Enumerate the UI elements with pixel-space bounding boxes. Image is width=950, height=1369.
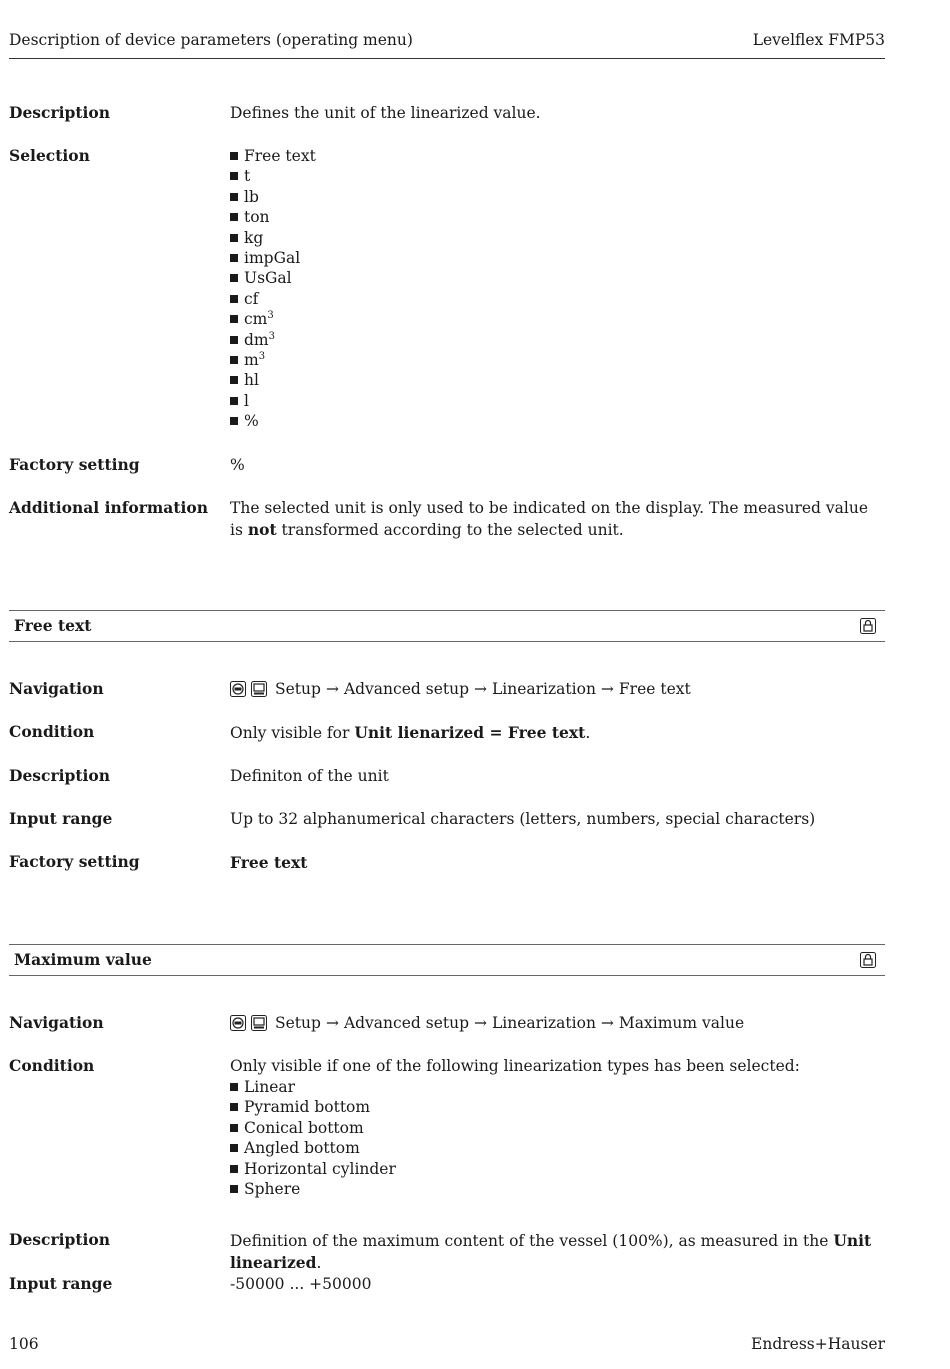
- row-value: Defines the unit of the linearized value.: [230, 104, 541, 122]
- desc-bold: Unit linearized: [230, 1231, 872, 1272]
- page-number: 106: [9, 1335, 39, 1353]
- section-header-free-text: [9, 610, 885, 642]
- bullet-square-icon: [230, 274, 238, 282]
- info-bold: not: [247, 520, 277, 539]
- nav-arrow: →: [474, 1014, 487, 1032]
- list-item-text: Free text: [244, 147, 316, 165]
- nav-step: Linearization: [492, 680, 596, 698]
- section-title: Free text: [14, 616, 92, 635]
- info-text: The selected unit is only used to be indicated on the display. The measured value is: [230, 499, 869, 539]
- bullet-square-icon: [230, 193, 238, 201]
- bullet-square-icon: [230, 356, 238, 364]
- list-item-text: UsGal: [244, 269, 292, 288]
- linearization-type-list: [230, 1077, 885, 1199]
- nav-step: Setup: [275, 680, 321, 698]
- nav-step: Free text: [618, 680, 691, 698]
- row-value: Up to 32 alphanumerical characters (letters, numbers, special characters): [230, 810, 816, 828]
- list-item-text: ton: [244, 208, 270, 227]
- nav-step: Setup: [275, 1014, 321, 1032]
- row-value: [230, 1230, 885, 1274]
- unit-superscript: 3: [267, 310, 274, 322]
- list-item-text: Conical bottom: [244, 1118, 364, 1137]
- page-header: [9, 31, 885, 59]
- display-navigation-icon: [251, 681, 267, 697]
- list-item-text: cm: [244, 310, 268, 329]
- nav-step: Maximum value: [618, 1014, 745, 1032]
- bullet-square-icon: [230, 295, 238, 303]
- list-item-text: Horizontal cylinder: [244, 1159, 396, 1178]
- list-item: [230, 411, 885, 431]
- list-item: [230, 309, 885, 329]
- condition-intro: Only visible if one of the following linearization types has been selected:: [230, 1057, 800, 1075]
- row-value: [230, 722, 885, 744]
- row-label: Selection: [9, 146, 90, 165]
- bullet-square-icon: [230, 152, 238, 160]
- desc-text: Definition of the maximum content of the vessel (100%), as measured in the: [230, 1232, 834, 1250]
- nav-step: Linearization: [492, 1014, 596, 1032]
- nav-arrow: →: [600, 1014, 614, 1032]
- condition-param: Unit lienarized: [354, 723, 485, 742]
- lock-icon: [860, 952, 876, 968]
- list-item-text: m: [244, 350, 259, 369]
- list-item: [230, 1118, 885, 1138]
- bullet-square-icon: [230, 234, 238, 242]
- list-item-text: hl: [244, 371, 259, 390]
- row-label: Description: [9, 766, 111, 785]
- row-value: Definiton of the unit: [230, 767, 389, 785]
- list-item: [230, 370, 885, 390]
- list-item: [230, 187, 885, 207]
- condition-equals: =: [484, 723, 508, 742]
- row-label: Factory setting: [9, 455, 140, 474]
- list-item: [230, 1179, 885, 1199]
- bullet-square-icon: [230, 397, 238, 405]
- section-title: Maximum value: [14, 950, 152, 969]
- operating-tool-icon: [230, 1015, 246, 1031]
- row-label: Navigation: [9, 1013, 104, 1032]
- list-item-text: t: [244, 167, 251, 186]
- condition-value: Free text: [507, 723, 586, 742]
- list-item: [230, 289, 885, 309]
- page-footer: [9, 1335, 885, 1353]
- row-label: Additional information: [9, 498, 209, 517]
- condition-suffix: .: [585, 724, 591, 742]
- row-value: [230, 498, 885, 541]
- header-title: Description of device parameters (operating menu): [9, 31, 413, 49]
- list-item-text: cf: [244, 289, 259, 308]
- list-item: [230, 1159, 885, 1179]
- list-item-text: Sphere: [244, 1179, 301, 1198]
- header-product: Levelflex FMP53: [752, 31, 885, 49]
- list-item: [230, 228, 885, 248]
- nav-arrow: →: [600, 680, 614, 698]
- list-item: [230, 330, 885, 350]
- list-item-text: Angled bottom: [244, 1139, 360, 1158]
- list-item-text: Linear: [244, 1078, 296, 1096]
- list-item-text: impGal: [244, 248, 301, 267]
- operating-tool-icon: [230, 681, 246, 697]
- list-item-text: l: [244, 391, 249, 410]
- bullet-square-icon: [230, 336, 238, 344]
- row-label: Description: [9, 103, 111, 122]
- list-item-text: %: [244, 412, 259, 431]
- row-label: Description: [9, 1230, 111, 1249]
- list-item: [230, 248, 885, 268]
- bullet-square-icon: [230, 376, 238, 384]
- list-item: [230, 146, 885, 166]
- row-label: Condition: [9, 722, 95, 741]
- nav-arrow: →: [474, 680, 487, 698]
- list-item: [230, 1097, 885, 1117]
- condition-prefix: Only visible for: [230, 724, 355, 742]
- company-name: Endress+Hauser: [751, 1335, 885, 1353]
- list-item-text: Pyramid bottom: [244, 1098, 371, 1117]
- nav-arrow: →: [325, 680, 339, 698]
- unit-superscript: 3: [258, 350, 266, 362]
- bullet-square-icon: [230, 1185, 238, 1193]
- list-item: [230, 1138, 885, 1158]
- bullet-square-icon: [230, 315, 238, 323]
- list-item: [230, 207, 885, 227]
- row-label: Input range: [9, 809, 113, 828]
- nav-step: Advanced setup: [343, 680, 469, 698]
- row-value: %: [230, 456, 245, 474]
- bullet-square-icon: [230, 1144, 238, 1152]
- section-header-maximum-value: [9, 944, 885, 976]
- list-item: [230, 1077, 885, 1097]
- nav-arrow: →: [325, 1014, 339, 1032]
- list-item: [230, 268, 885, 288]
- list-item: [230, 391, 885, 411]
- nav-step: Advanced setup: [343, 1014, 469, 1032]
- list-item-text: kg: [244, 228, 264, 247]
- bullet-square-icon: [230, 254, 238, 262]
- bullet-square-icon: [230, 172, 238, 180]
- list-item-text: dm: [244, 330, 269, 349]
- bullet-square-icon: [230, 1103, 238, 1111]
- info-text-end: transformed according to the selected unit.: [276, 521, 624, 539]
- row-label: Input range: [9, 1274, 113, 1293]
- list-item: [230, 166, 885, 186]
- row-value: -50000 ... +50000: [230, 1275, 372, 1293]
- bullet-square-icon: [230, 1165, 238, 1173]
- navigation-path: [230, 1013, 885, 1034]
- selection-list: [230, 146, 885, 431]
- desc-text-end: .: [316, 1254, 322, 1272]
- selection-options: [230, 146, 885, 431]
- lock-icon: [860, 618, 876, 634]
- bullet-square-icon: [230, 417, 238, 425]
- list-item-text: lb: [244, 187, 259, 206]
- row-value: [230, 852, 885, 874]
- display-navigation-icon: [251, 1015, 267, 1031]
- condition-value: [230, 1056, 885, 1199]
- bullet-square-icon: [230, 1083, 238, 1091]
- factory-value: Free text: [230, 853, 308, 872]
- row-label: Navigation: [9, 679, 104, 698]
- navigation-path: [230, 679, 885, 700]
- unit-superscript: 3: [268, 330, 275, 342]
- row-label: Factory setting: [9, 852, 140, 871]
- bullet-square-icon: [230, 213, 238, 221]
- bullet-square-icon: [230, 1124, 238, 1132]
- row-label: Condition: [9, 1056, 95, 1075]
- list-item: [230, 350, 885, 370]
